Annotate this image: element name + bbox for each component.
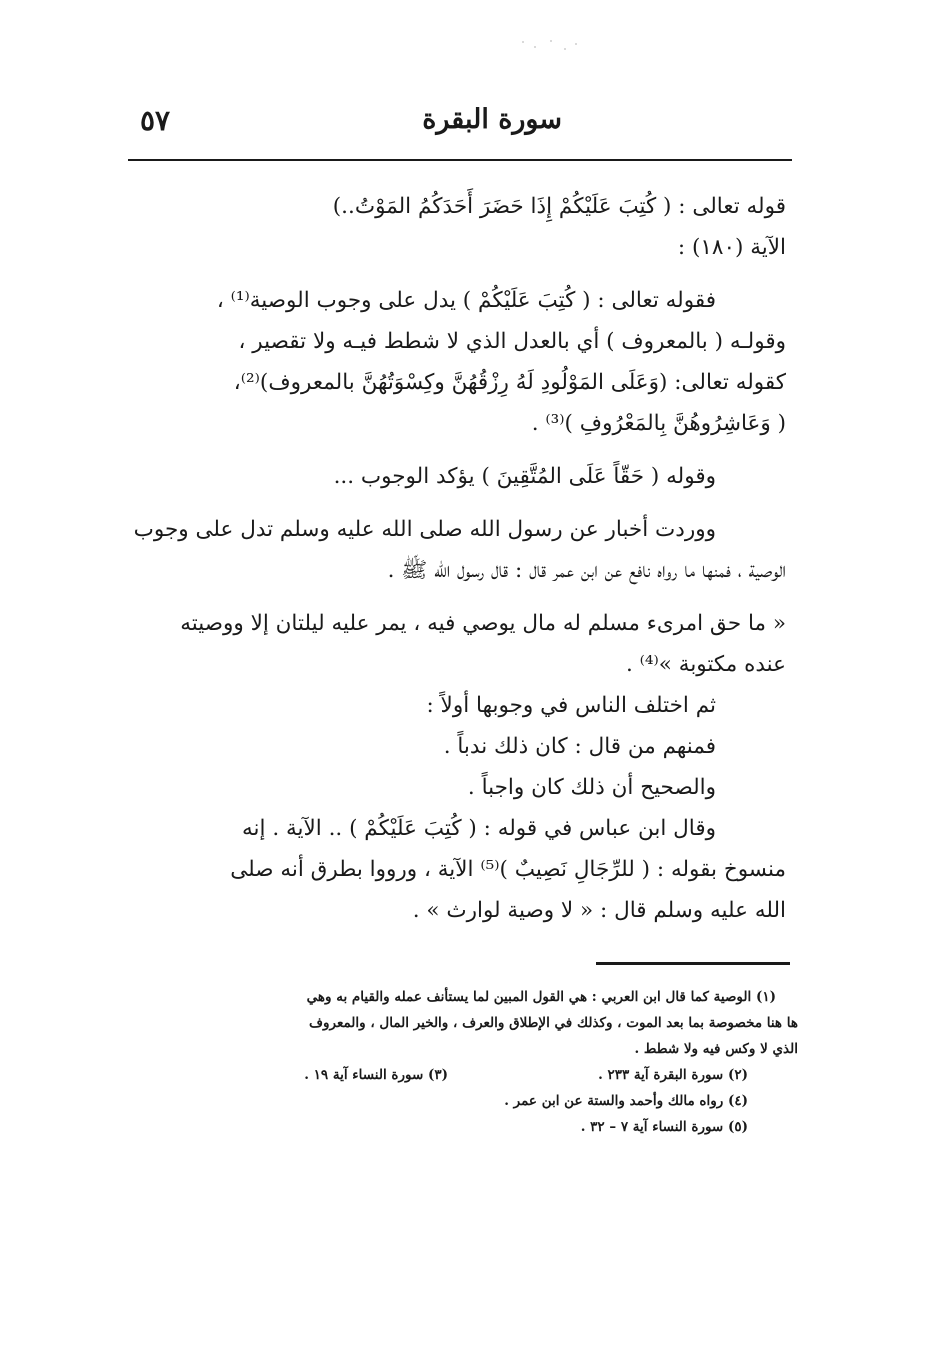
footnote-1-cont: الذي لا وكس فيه ولا شطط . <box>634 1041 798 1057</box>
footnote-3: (٣) سورة النساء آية ١٩ . <box>304 1067 449 1083</box>
text-line: « ما حق امرىء مسلم له مال يوصي فيه ، يمر عليه ليلتان إلا ووصيته <box>180 611 786 636</box>
text-line: ووردت أخبار عن رسول الله صلى الله عليه وسلم تدل على وجوب <box>134 517 716 542</box>
footnote-1-cont: ها هنا مخصوصة بما بعد الموت ، وكذلك في الإطلاق والعرف ، والخير المال ، والمعروف <box>309 1015 798 1031</box>
text-line: عنده مكتوبة »⁽⁴⁾ . <box>625 652 786 677</box>
text-line: منسوخ بقوله : ( للرِّجَالِ نَصِيبٌ )⁽⁵⁾ الآية ، ورووا بطرق أنه صلى <box>230 857 786 882</box>
footnote-4: (٤) رواه مالك وأحمد والستة عن ابن عمر . <box>504 1093 748 1109</box>
page-number: ٥٧ <box>140 104 171 137</box>
footnote-1: (١) الوصية كما قال ابن العربي : هي القول المبين لما يستأنف عمله والقيام به وهي <box>306 989 776 1005</box>
text-line: فمنهم من قال : كان ذلك ندباً . <box>443 734 716 759</box>
footnote-row <box>128 1062 798 1088</box>
text-line: الله عليه وسلم قال : « لا وصية لوارث » . <box>412 898 786 923</box>
footnote-2: (٢) سورة البقرة آية ٢٣٣ . <box>598 1067 748 1083</box>
scan-speckle <box>520 38 580 52</box>
text-line: الآية (١٨٠) : <box>677 235 786 260</box>
main-text <box>134 186 786 931</box>
footnotes <box>128 984 798 1140</box>
surah-title: سورة البقرة <box>422 104 562 135</box>
text-line: وقوله ( حَقّاً عَلَى المُتَّقِينَ ) يؤكد الوجوب ... <box>333 464 716 489</box>
text-line: ثم اختلف الناس في وجوبها أولاً : <box>426 693 716 718</box>
text-line: الوصية ، فمنها ما رواه نافع عن ابن عمر قال : قال رسول الله ﷺ . <box>387 558 786 583</box>
text-line: فقوله تعالى : ( كُتِبَ عَلَيْكُمْ ) يدل على وجوب الوصية⁽¹⁾ ، <box>216 288 716 313</box>
page-header <box>128 100 792 152</box>
text-line: ( وَعَاشِرُوهُنَّ بِالمَعْرُوفِ )⁽³⁾ . <box>531 411 786 436</box>
text-line: كقوله تعالى: (وَعَلَى المَوْلُودِ لَهُ رِزْقُهُنَّ وكِسْوَتُهُنَّ بالمعروف)⁽²⁾، <box>233 370 786 395</box>
text-line: قوله تعالى : ( كُتِبَ عَلَيْكُمْ إِذَا حَضَرَ أَحَدَكُمُ المَوْتُ..) <box>332 194 786 219</box>
footnote-divider <box>596 962 790 965</box>
text-line: وقال ابن عباس في قوله : ( كُتِبَ عَلَيْكُمْ ) .. الآية . إنه <box>242 816 716 841</box>
header-divider <box>128 159 792 161</box>
text-line: وقولـه ( بالمعروف ) أي بالعدل الذي لا شطط فيـه ولا تقصير ، <box>238 329 786 354</box>
text-line: والصحيح أن ذلك كان واجباً . <box>467 775 716 800</box>
footnote-5: (٥) سورة النساء آية ٧ – ٣٢ . <box>580 1119 748 1135</box>
